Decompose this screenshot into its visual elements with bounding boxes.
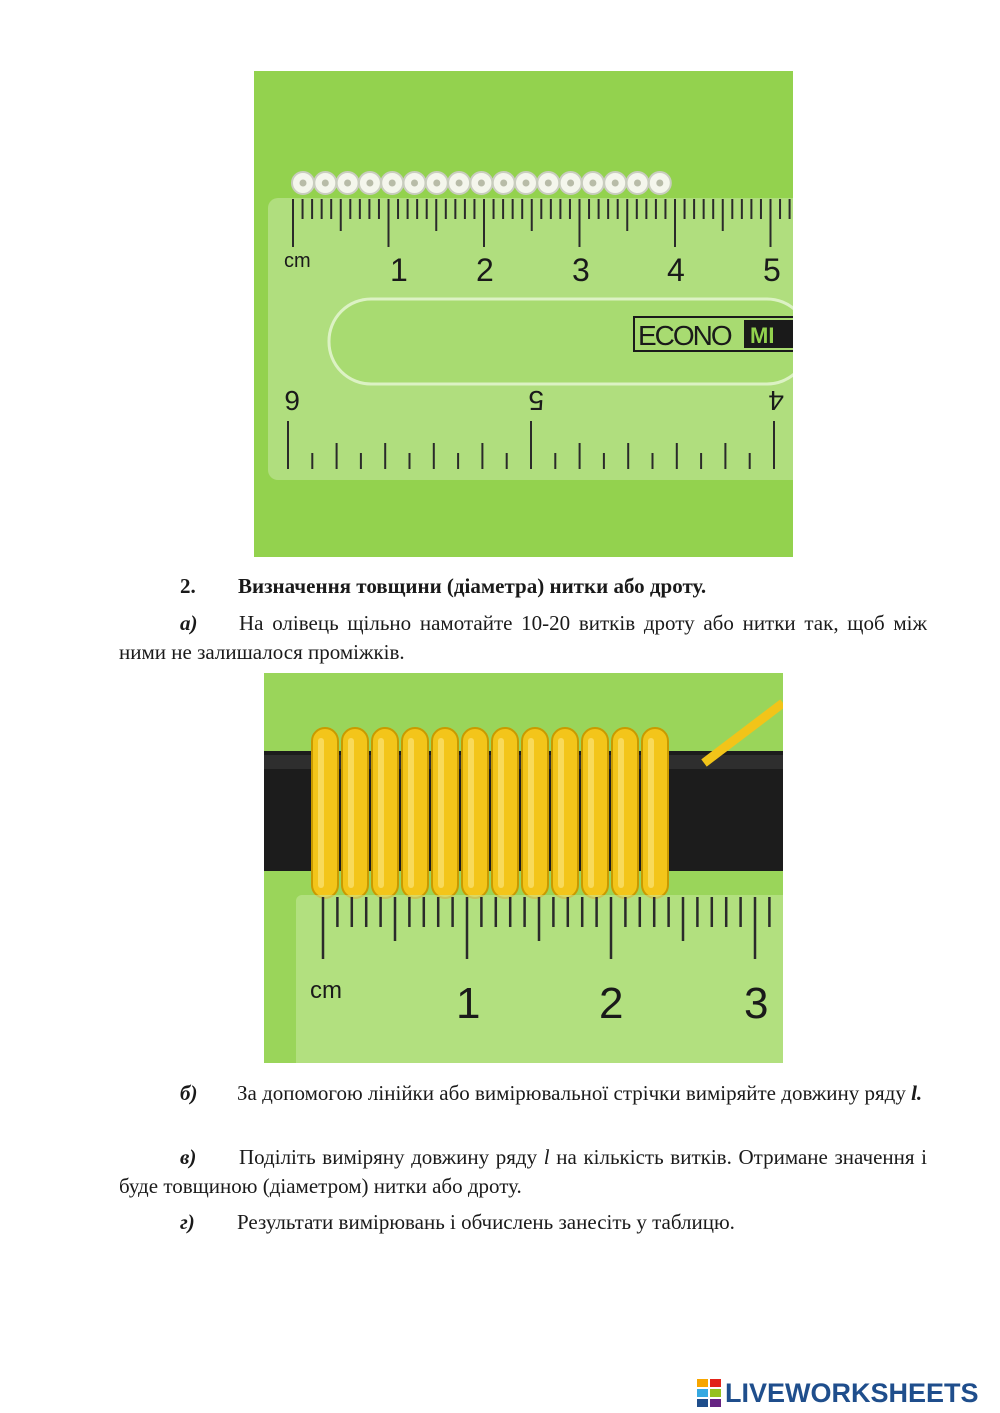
coil-ruler-photo (264, 673, 783, 1063)
wire-coil (582, 728, 608, 898)
ruler-number: 3 (572, 252, 590, 288)
step-b-paragraph (119, 1079, 927, 1108)
wire-coil (552, 728, 578, 898)
wire-coil (522, 728, 548, 898)
wire-coil (432, 728, 458, 898)
ruler-number-inverted: 5 (528, 385, 544, 416)
ruler-brand-suffix: MI (750, 323, 775, 348)
ruler-number-inverted: 4 (768, 385, 784, 416)
step-b-variable: l. (911, 1081, 923, 1105)
step-v-variable: l (543, 1145, 550, 1169)
wire-coil (372, 728, 398, 898)
wire-coil (462, 728, 488, 898)
ruler-number: 2 (599, 979, 624, 1028)
ruler-number: 2 (476, 252, 494, 288)
ruler-number-inverted: 6 (284, 385, 300, 416)
ruler-unit-label: cm (310, 977, 342, 1004)
ruler-number: 3 (744, 979, 769, 1028)
wire-coil (642, 728, 668, 898)
wire-coil (312, 728, 338, 898)
ruler-number: 1 (456, 979, 481, 1028)
step-g-marker: г) (180, 1210, 195, 1234)
ruler-brand: ECONO (638, 320, 731, 351)
step-b-text: За допомогою лінійки або вимірювальної стрічки виміряйте довжину ряду (237, 1081, 906, 1105)
step-v-paragraph (119, 1143, 927, 1201)
wire-coil (612, 728, 638, 898)
logo-text: LIVEWORKSHEETS (725, 1377, 979, 1408)
wire-coil (342, 728, 368, 898)
wire-coil (492, 728, 518, 898)
step-v-text-before: Поділіть виміряну довжину ряду (239, 1145, 538, 1169)
liveworksheets-logo[interactable] (697, 1376, 979, 1410)
step-g-text: Результати вимірювань і обчислень занесіть у таблицю. (237, 1210, 735, 1234)
section-title: Визначення товщини (діаметра) нитки або дроту. (238, 574, 707, 598)
ruler-number: 4 (667, 252, 685, 288)
ruler-number: 5 (763, 252, 781, 288)
step-b-marker: б) (180, 1081, 198, 1105)
ruler-number: 1 (390, 252, 408, 288)
step-a-text: На олівець щільно намотайте 10-20 витків дроту або нитки так, щоб між ними не залишалося проміжків. (119, 611, 927, 664)
beads-ruler-photo (254, 71, 793, 557)
liveworksheets-logo-icon (697, 1379, 721, 1407)
step-v-text-after: на кількість витків. Отримане значення і буде товщиною (діаметром) нитки або дроту. (119, 1145, 928, 1198)
step-a-marker: а) (180, 611, 198, 635)
ruler-unit-label: cm (284, 250, 311, 272)
wire-coil (402, 728, 428, 898)
section-number: 2. (180, 574, 196, 598)
step-v-marker: в) (180, 1145, 197, 1169)
